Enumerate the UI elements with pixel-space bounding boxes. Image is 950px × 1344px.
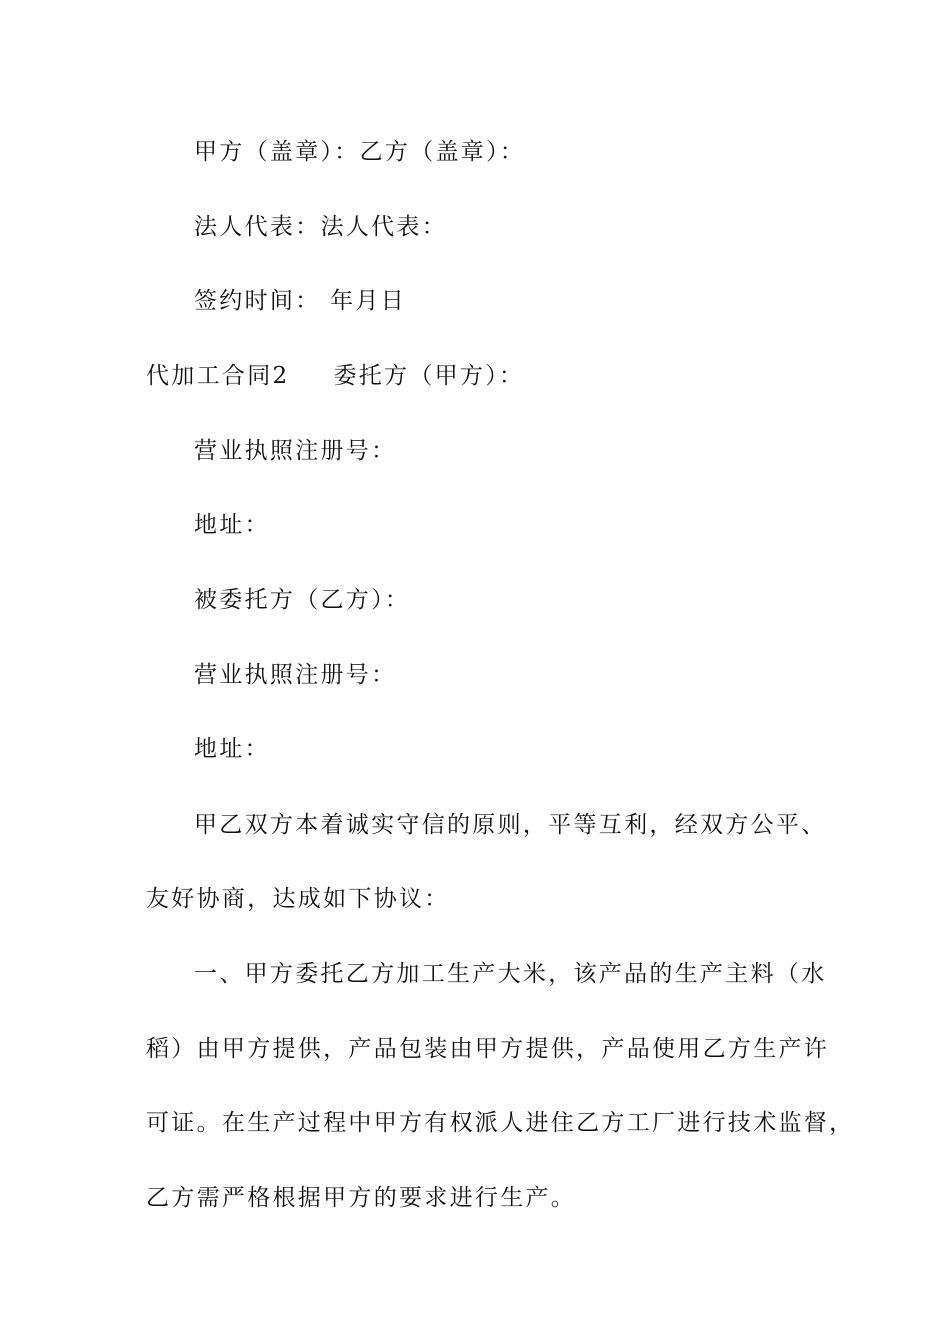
client-party-label: 委托方（甲方）： — [333, 363, 525, 389]
clause-1-line-3: 可证。在生产过程中甲方有权派人进住乙方工厂进行技术监督， — [146, 1110, 855, 1136]
party-a-address-line: 地址： — [194, 512, 270, 538]
party-b-label-line: 被委托方（乙方）： — [194, 587, 411, 613]
clause-1-line-1: 一、甲方委托乙方加工生产大米，该产品的生产主料（水 — [194, 961, 827, 987]
preamble-line-2: 友好协商，达成如下协议： — [146, 886, 450, 912]
contract-title: 代加工合同2 — [146, 363, 290, 389]
clause-1-line-2: 稻）由甲方提供，产品包装由甲方提供，产品使用乙方生产许 — [146, 1036, 830, 1062]
signature-seal-line: 甲方（盖章）：乙方（盖章）： — [194, 139, 526, 165]
contract-heading-line — [146, 361, 524, 391]
signing-date-line: 签约时间： 年月日 — [194, 288, 407, 314]
clause-1-line-4: 乙方需严格根据甲方的要求进行生产。 — [146, 1185, 577, 1211]
legal-representative-line: 法人代表：法人代表： — [194, 214, 447, 240]
party-b-license-line: 营业执照注册号： — [194, 662, 397, 688]
party-a-license-line: 营业执照注册号： — [194, 438, 397, 464]
preamble-line-1: 甲乙双方本着诚实守信的原则，平等互利，经双方公平、 — [194, 812, 827, 838]
party-b-address-line: 地址： — [194, 736, 270, 762]
